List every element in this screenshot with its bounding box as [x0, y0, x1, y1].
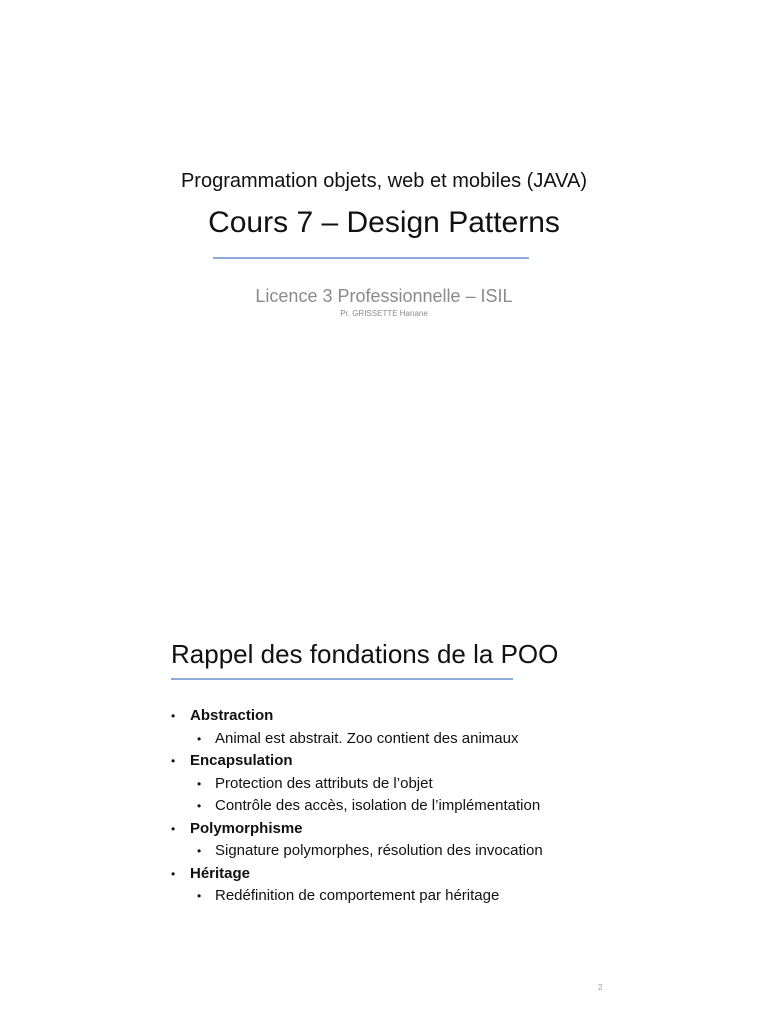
- bullet-icon: •: [197, 731, 202, 746]
- bullet-list: [171, 705, 543, 908]
- bullet-icon: •: [171, 866, 176, 881]
- bullet-icon: •: [171, 821, 176, 836]
- page-number: 2: [598, 983, 603, 992]
- bullet-label: Héritage: [190, 864, 251, 882]
- bullet-label: Signature polymorphes, résolution des invocation: [215, 842, 543, 859]
- title-underline: [213, 257, 529, 259]
- sub-bullet-item: [171, 885, 543, 908]
- bullet-label: Redéfinition de comportement par héritage: [215, 887, 500, 904]
- bullet-icon: •: [171, 709, 176, 723]
- sub-bullet-item: [171, 773, 543, 796]
- bullet-item: [171, 705, 543, 728]
- bullet-label: Abstraction: [190, 707, 274, 724]
- bullet-item: [171, 863, 543, 886]
- program-name: Licence 3 Professionnelle – ISIL: [255, 286, 513, 306]
- author-name: Pr. GRISSETTE Hanane: [340, 309, 428, 318]
- bullet-label: Protection des attributs de l’objet: [215, 774, 433, 792]
- sub-bullet-item: [171, 840, 543, 863]
- bullet-icon: •: [197, 889, 202, 903]
- slide-title: Rappel des fondations de la POO: [171, 639, 559, 669]
- bullet-label: Animal est abstrait. Zoo contient des animaux: [215, 729, 519, 747]
- bullet-label: Contrôle des accès, isolation de l’implémentation: [215, 797, 541, 814]
- bullet-item: [171, 818, 543, 841]
- bullet-label: Encapsulation: [190, 752, 293, 769]
- bullet-icon: •: [197, 776, 202, 791]
- sub-bullet-item: [171, 795, 543, 818]
- title-underline: [171, 678, 513, 680]
- bullet-label: Polymorphisme: [190, 819, 303, 837]
- course-subtitle: Programmation objets, web et mobiles (JAVA): [180, 170, 588, 192]
- sub-bullet-item: [171, 728, 543, 751]
- bullet-item: [171, 750, 543, 773]
- bullet-icon: •: [197, 799, 202, 813]
- bullet-icon: •: [197, 844, 202, 858]
- bullet-icon: •: [171, 754, 176, 768]
- content-slide: [0, 512, 768, 1024]
- course-title: Cours 7 – Design Patterns: [208, 206, 560, 239]
